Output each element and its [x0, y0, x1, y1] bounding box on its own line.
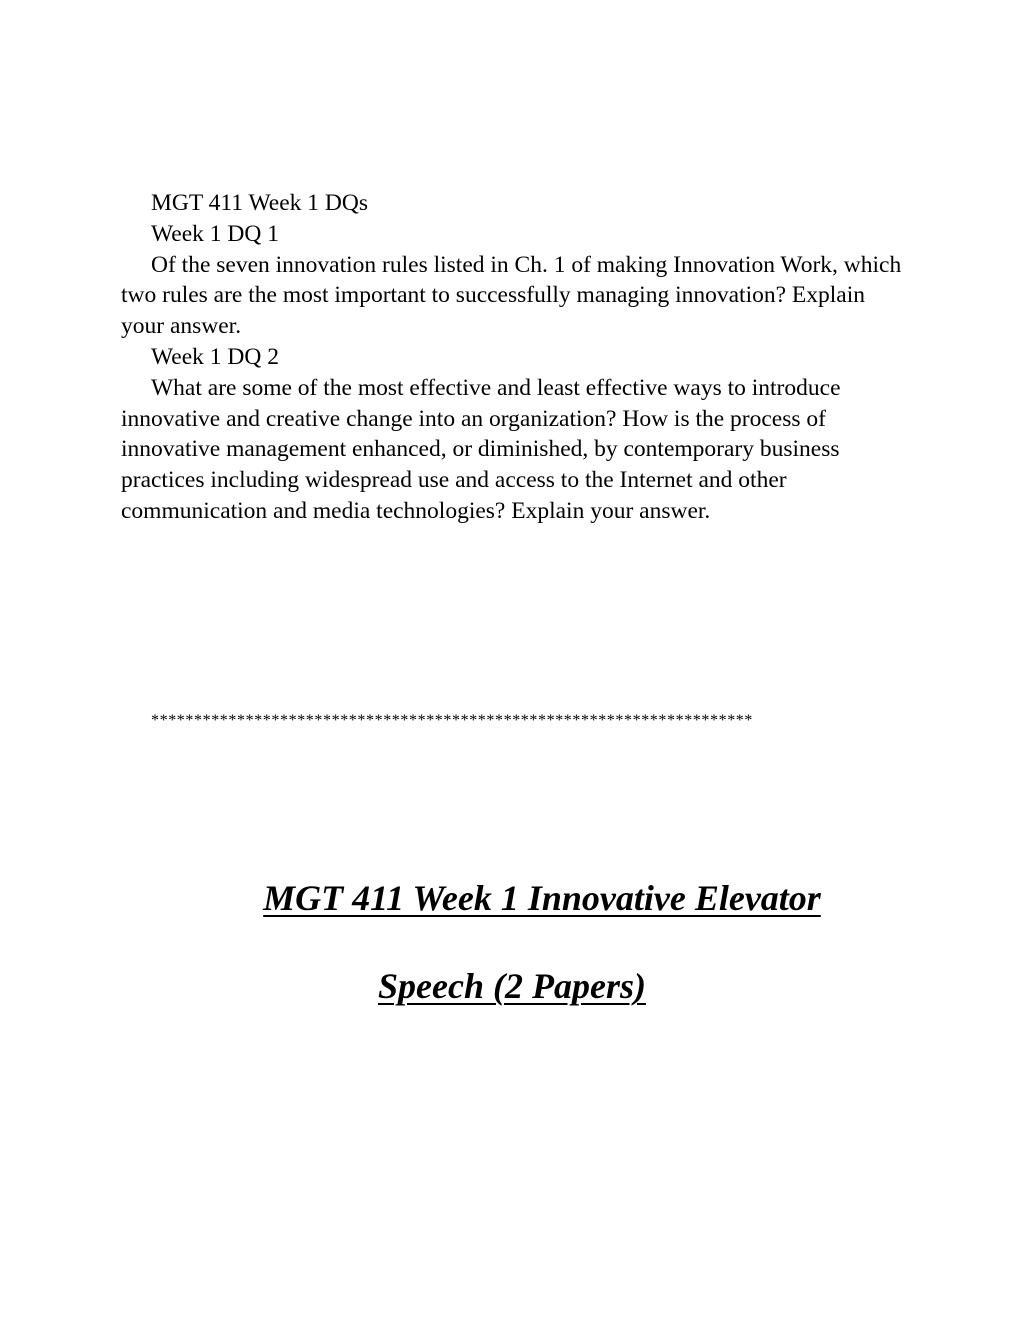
dq1-question: Of the seven innovation rules listed in Ch. 1 of making Innovation Work, which two rules are the most important to successfully managing innovation? Explain your answer.: [121, 251, 902, 340]
doc-title: MGT 411 Week 1 DQs: [151, 190, 368, 216]
dq2-heading: Week 1 DQ 2: [151, 343, 279, 370]
body-text: [121, 188, 911, 527]
separator-stars: **********************************************************************: [151, 712, 753, 729]
section-heading-line1: MGT 411 Week 1 Innovative Elevator: [263, 878, 821, 918]
section-heading-line2: Speech (2 Papers): [378, 966, 646, 1006]
dq1-heading: Week 1 DQ 1: [151, 220, 279, 247]
dq2-question: What are some of the most effective and least effective ways to introduce innovative and creative change into an organization? How is the process of innovative management enhanced, or diminished, by contemporary business practices including widespread use and access to the Internet and other communication and media technologies? Explain your answer.: [121, 374, 841, 524]
